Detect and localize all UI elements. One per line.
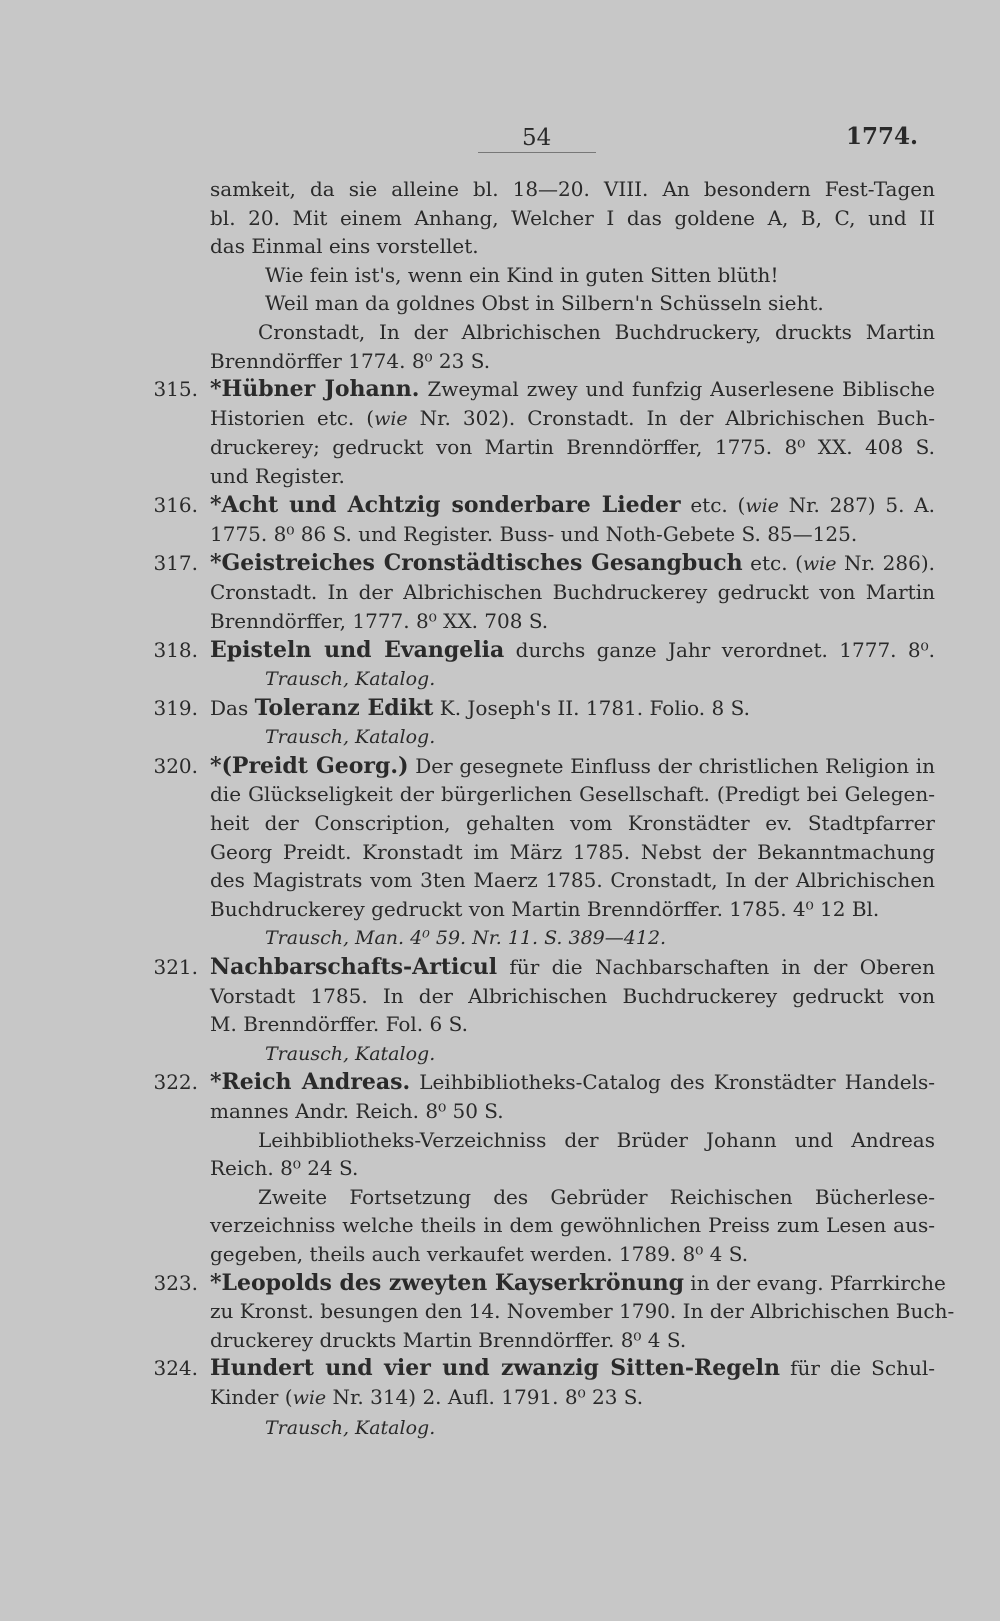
- entry-number: 315.: [153, 377, 198, 402]
- entry-321: 321. Nachbarschafts-Articul für die Nachbarschaften in der Oberen Vorstadt 1785. In der Albrichischen Buchdruckerey gedruckt von M. Brenndörffer. Fol. 6 S. Trausch, Katalog.: [140, 953, 935, 1068]
- entry-320: 320. *(Preidt Georg.) Der gesegnete Einfluss der christlichen Religion in die Glückseligkeit der bürgerlichen Gesellschaft. (Predigt bei Gelegen- heit der Conscription, gehalten vom Kronstädter ev. Stadtpfarrer Georg Preidt. Kronstadt im März 1785. Nebst der Bekanntmachung des Magistrats vom 3ten Maerz 1785. Cronstadt, In der Albrichischen Buchdruckerey gedruckt von Martin Brenndörffer. 1785. 4⁰ 12 Bl. Trausch, Man. 4⁰ 59. Nr. 11. S. 389—412.: [140, 752, 935, 953]
- text-line: verzeichniss welche theils in dem gewöhnlichen Preiss zum Lesen aus-: [210, 1213, 935, 1238]
- entry-number: 322.: [153, 1070, 198, 1095]
- catalog-reference: Trausch, Man. 4⁰ 59. Nr. 11. S. 389—412.: [265, 927, 667, 950]
- text-line: Leihbibliotheks-Verzeichniss der Brüder Johann und Andreas: [258, 1127, 935, 1152]
- text-line: heit der Conscription, gehalten vom Kronstädter ev. Stadtpfarrer: [210, 811, 935, 836]
- text-line: Brenndörffer 1774. 8⁰ 23 S.: [210, 348, 491, 373]
- entry-number: 316.: [153, 492, 198, 517]
- text-line: samkeit, da sie alleine bl. 18—20. VIII. An besondern Fest-Tagen: [210, 177, 935, 201]
- entry-number: 321.: [153, 955, 198, 980]
- entry-continuation: [140, 175, 935, 375]
- entry-324: 324. Hundert und vier und zwanzig Sitten-Regeln für die Schul- Kinder (wie Nr. 314) 2. Aufl. 1791. 8⁰ 23 S. Trausch, Katalog.: [140, 1354, 935, 1442]
- entry-title: *Hübner Johann.: [210, 376, 420, 403]
- entry-title: *(Preidt Georg.): [210, 752, 409, 779]
- text-line: 1775. 8⁰ 86 S. und Register. Buss- und Noth-Gebete S. 85—125.: [210, 522, 858, 547]
- text-line: Cronstadt, In der Albrichischen Buchdruckery, druckts Martin: [258, 319, 935, 344]
- entry-323: 323. *Leopolds des zweyten Kayserkrönung in der evang. Pfarrkirche zu Kronst. besungen den 14. November 1790. In der Albrichischen Buch- druckerey druckts Martin Brenndörffer. 8⁰ 4 S.: [140, 1269, 935, 1355]
- entry-318: 318. Episteln und Evangelia durchs ganze Jahr verordnet. 1777. 8⁰. Trausch, Katalog.: [140, 636, 935, 694]
- catalog-reference: Trausch, Katalog.: [265, 1042, 436, 1065]
- entry-number: 323.: [153, 1270, 198, 1295]
- page-year: 1774.: [846, 123, 919, 150]
- text-line: Vorstadt 1785. In der Albrichischen Buchdruckerey gedruckt von: [210, 983, 935, 1008]
- catalog-reference: Trausch, Katalog.: [265, 726, 436, 749]
- entry-title: Nachbarschafts-Articul: [210, 954, 498, 981]
- entry-number: 320.: [153, 753, 198, 778]
- text-line: Brenndörffer, 1777. 8⁰ XX. 708 S.: [210, 608, 549, 633]
- text-line: bl. 20. Mit einem Anhang, Welcher I das goldene A, B, C, und II: [210, 205, 935, 230]
- verse-line: Weil man da goldnes Obst in Silbern'n Schüsseln sieht.: [265, 291, 824, 316]
- entry-317: 317. *Geistreiches Cronstädtisches Gesangbuch etc. (wie Nr. 286). Cronstadt. In der Albrichischen Buchdruckerey gedruckt von Martin Brenndörffer, 1777. 8⁰ XX. 708 S.: [140, 549, 935, 636]
- page-number: 54: [522, 125, 552, 151]
- entry-title: Episteln und Evangelia: [210, 636, 505, 663]
- catalog-reference: Trausch, Katalog.: [265, 668, 436, 691]
- entry-315: 315. *Hübner Johann. Zweymal zwey und funfzig Auserlesene Biblische Historien etc. (wie Nr. 302). Cronstadt. In der Albrichischen Buch- druckerey; gedruckt von Martin Brenndörffer, 1775. 8⁰ XX. 408 S. und Register.: [140, 375, 935, 490]
- text-line: gegeben, theils auch verkaufet werden. 1789. 8⁰ 4 S.: [210, 1241, 749, 1266]
- text-line: und Register.: [210, 463, 345, 488]
- entry-title: Toleranz Edikt: [254, 694, 434, 721]
- entry-number: 318.: [153, 637, 198, 662]
- entry-316: 316. *Acht und Achtzig sonderbare Lieder etc. (wie Nr. 287) 5. A. 1775. 8⁰ 86 S. und Register. Buss- und Noth-Gebete S. 85—125.: [140, 491, 935, 549]
- text-line: zu Kronst. besungen den 14. November 1790. In der Albrichischen Buch-: [210, 1299, 955, 1324]
- entry-number: 319.: [153, 695, 198, 720]
- entry-322: 322. *Reich Andreas. Leihbibliotheks-Catalog des Kronstädter Handels- mannes Andr. Reich. 8⁰ 50 S. Leihbibliotheks-Verzeichniss der Brüder Johann und Andreas Reich. 8⁰ 24 S. Zweite Fortsetzung des Gebrüder Reichischen Bücherlese- verzeichniss welche theils in dem gewöhnlichen Preiss zum Lesen aus- gegeben, theils auch verkaufet werden. 1789. 8⁰ 4 S.: [140, 1068, 935, 1268]
- text-line: Zweite Fortsetzung des Gebrüder Reichischen Bücherlese-: [258, 1184, 935, 1209]
- entry-title: *Reich Andreas.: [210, 1069, 411, 1096]
- entry-title: *Acht und Achtzig sonderbare Lieder: [210, 491, 681, 518]
- text-line: druckerey; gedruckt von Martin Brenndörffer, 1775. 8⁰ XX. 408 S.: [210, 435, 935, 460]
- entry-title: Hundert und vier und zwanzig Sitten-Regeln: [210, 1355, 780, 1382]
- verse-line: Wie fein ist's, wenn ein Kind in guten Sitten blüth!: [265, 262, 779, 287]
- entry-number: 324.: [153, 1356, 198, 1381]
- text-line: die Glückseligkeit der bürgerlichen Gesellschaft. (Predigt bei Gelegen-: [210, 782, 935, 807]
- text-line: Buchdruckerey gedruckt von Martin Brenndörffer. 1785. 4⁰ 12 Bl.: [210, 896, 880, 921]
- text-line: Georg Preidt. Kronstadt im März 1785. Nebst der Bekanntmachung: [210, 839, 935, 864]
- text-line: mannes Andr. Reich. 8⁰ 50 S.: [210, 1099, 504, 1123]
- entry-title: *Leopolds des zweyten Kayserkrönung: [210, 1269, 684, 1296]
- text-line: druckerey druckts Martin Brenndörffer. 8⁰ 4 S.: [210, 1327, 687, 1352]
- entry-title: *Geistreiches Cronstädtisches Gesangbuch: [210, 549, 743, 576]
- page-content: [140, 175, 955, 1442]
- text-line: des Magistrats vom 3ten Maerz 1785. Cronstadt, In der Albrichischen: [210, 868, 935, 893]
- entry-number: 317.: [153, 550, 198, 575]
- text-line: Cronstadt. In der Albrichischen Buchdruckerey gedruckt von Martin: [210, 580, 935, 605]
- entry-319: 319. Das Toleranz Edikt K. Joseph's II. 1781. Folio. 8 S. Trausch, Katalog.: [140, 694, 935, 752]
- text-line: das Einmal eins vorstellet.: [210, 234, 479, 259]
- catalog-reference: Trausch, Katalog.: [265, 1416, 436, 1439]
- header-rule: [478, 152, 596, 153]
- text-line: Reich. 8⁰ 24 S.: [210, 1156, 359, 1181]
- text-line: M. Brenndörffer. Fol. 6 S.: [210, 1012, 468, 1037]
